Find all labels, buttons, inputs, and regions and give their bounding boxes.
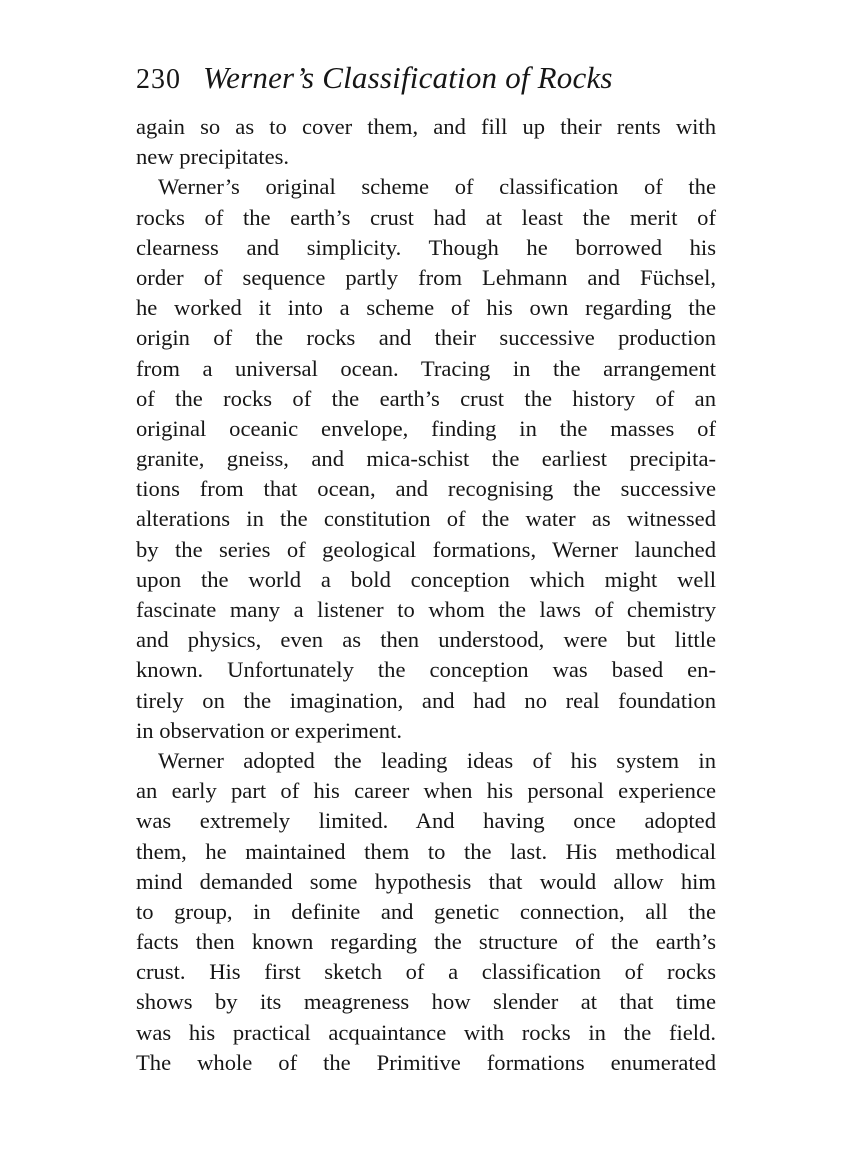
- text-line: granite, gneiss, and mica-schist the earliest precipita-: [136, 446, 716, 472]
- text-line: alterations in the constitution of the water as witnessed: [136, 506, 716, 532]
- body-text: [136, 112, 716, 1078]
- text-line: Werner’s original scheme of classification of the: [158, 174, 716, 200]
- page-number: 230: [136, 64, 181, 95]
- text-line: rocks of the earth’s crust had at least the merit of: [136, 204, 716, 230]
- text-line: was his practical acquaintance with rocks in the field.: [136, 1019, 716, 1045]
- text-line: in observation or experiment.: [136, 717, 403, 743]
- text-line: an early part of his career when his personal experience: [136, 778, 716, 804]
- text-line: upon the world a bold conception which might well: [136, 566, 716, 592]
- book-page: [136, 58, 716, 1078]
- text-line: order of sequence partly from Lehmann and Füchsel,: [136, 264, 716, 290]
- text-line: from a universal ocean. Tracing in the arrangement: [136, 355, 716, 381]
- running-head: [136, 58, 716, 98]
- text-line: of the rocks of the earth’s crust the history of an: [136, 385, 716, 411]
- text-line: crust. His first sketch of a classification of rocks: [136, 959, 716, 985]
- running-title: Werner’s Classification of Rocks: [203, 60, 613, 95]
- text-line: shows by its meagreness how slender at that time: [136, 989, 716, 1015]
- text-line: tirely on the imagination, and had no real foundation: [136, 687, 716, 713]
- text-line: clearness and simplicity. Though he borrowed his: [136, 234, 716, 260]
- text-line: and physics, even as then understood, were but little: [136, 627, 716, 653]
- text-line: mind demanded some hypothesis that would allow him: [136, 868, 716, 894]
- text-line: tions from that ocean, and recognising the successive: [136, 476, 716, 502]
- text-line: origin of the rocks and their successive production: [136, 325, 716, 351]
- text-line: original oceanic envelope, finding in the masses of: [136, 415, 716, 441]
- text-line: again so as to cover them, and fill up their rents with: [136, 114, 716, 139]
- text-line: by the series of geological formations, Werner launched: [136, 536, 716, 562]
- text-line: The whole of the Primitive formations enumerated: [136, 1049, 716, 1075]
- text-line: to group, in definite and genetic connection, all the: [136, 898, 716, 924]
- text-line: he worked it into a scheme of his own regarding the: [136, 295, 716, 321]
- text-line: new precipitates.: [136, 144, 290, 170]
- text-line: facts then known regarding the structure of the earth’s: [136, 929, 716, 955]
- text-line: known. Unfortunately the conception was based en-: [136, 657, 716, 683]
- text-line: was extremely limited. And having once adopted: [136, 808, 716, 834]
- text-line: them, he maintained them to the last. His methodical: [136, 838, 716, 864]
- text-line: Werner adopted the leading ideas of his system in: [158, 747, 716, 773]
- text-line: fascinate many a listener to whom the laws of chemistry: [136, 597, 716, 622]
